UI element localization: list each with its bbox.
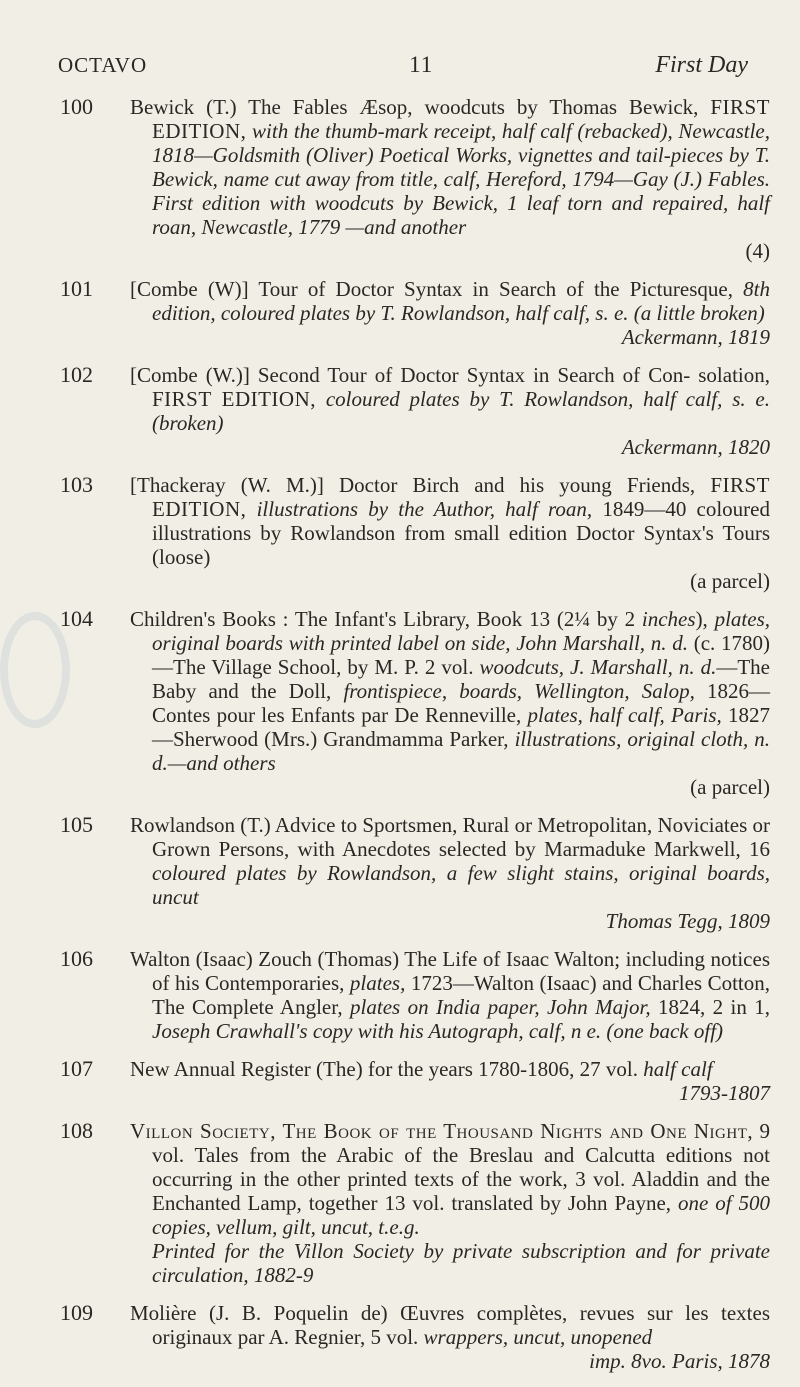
lot-imprint	[130, 775, 770, 799]
lot-text	[130, 277, 770, 325]
lot-imprint	[130, 909, 770, 933]
lot-imprint	[130, 1239, 770, 1287]
lot-entry	[60, 1057, 770, 1105]
lot-text-segment: wrappers, uncut, unopened	[423, 1325, 653, 1349]
lot-text	[130, 95, 770, 239]
lot-number: 109	[60, 1300, 93, 1325]
lot-text-segment: 1723—Walton (Isaac) and Charles Cotton, The Complete Angler,	[152, 971, 770, 1019]
lot-text-segment: vignettes and tail-pieces by T. Bewick, name cut away from title, calf,	[152, 143, 770, 191]
lot-text-segment: half calf	[643, 1057, 713, 1081]
page-number: 11	[409, 52, 434, 77]
lot-entry	[60, 473, 770, 593]
lot-count: Printed for the Villon Society by private subscription and for private circulation, 1882-9	[152, 1239, 770, 1287]
lot-entry	[60, 1119, 770, 1287]
lot-text-segment: FIRST EDITION,	[152, 387, 317, 411]
lot-text-segment: [Combe (W)] Tour of Doctor Syntax in Search of the Picturesque,	[130, 277, 744, 301]
lot-text-segment: coloured plates by T. Rowlandson, half calf, s. e. (broken)	[152, 387, 771, 435]
lot-text-segment: (c. 1780)—The Village School, by M. P. 2 vol.	[152, 631, 770, 679]
lot-text-segment: 1824, 2 in 1,	[650, 995, 770, 1019]
lot-imprint	[130, 1081, 770, 1105]
lot-text-segment: [Combe (W.)] Second Tour of Doctor Syntax in Search of Con- solation,	[130, 363, 770, 387]
format-label: OCTAVO	[58, 53, 148, 77]
lot-text-segment: 1827—Sherwood (Mrs.) Grandmamma Parker,	[152, 703, 771, 751]
lot-text-segment: New Annual Register (The) for the years 1780-1806, 27 vol.	[130, 1057, 644, 1081]
lot-count: Ackermann, 1820	[621, 435, 770, 459]
lot-text-segment: ),	[695, 607, 715, 631]
lot-list	[60, 95, 770, 1387]
lot-number: 107	[60, 1056, 93, 1081]
lot-text	[130, 813, 770, 909]
lot-text-segment: Molière (J. B. Poquelin de) Œuvres complètes, revues sur les textes originaux par A. Regnier, 5 vol.	[130, 1301, 770, 1349]
lot-text-segment: plates, half calf, Paris,	[527, 703, 722, 727]
lot-description	[130, 473, 770, 593]
lot-text-segment: plates, original boards with printed label on side, John Marshall, n. d.	[152, 607, 770, 655]
lot-text-segment: Bewick (T.) The Fables Æsop, woodcuts by Thomas Bewick,	[130, 95, 711, 119]
lot-entry	[60, 813, 770, 933]
lot-description	[130, 813, 770, 933]
lot-text-segment: one of 500 copies, vellum, gilt, uncut, t.e.g.	[152, 1191, 770, 1239]
lot-text	[130, 363, 770, 435]
lot-text-segment: 1849—40 coloured illustrations by Rowlandson from small edition Doctor Syntax's Tours (loose)	[152, 497, 770, 569]
lot-text-segment: Children's Books : The Infant's Library, Book 13 (2¼ by 2	[130, 607, 642, 631]
sale-day: First Day	[655, 52, 748, 78]
lot-entry	[60, 277, 770, 349]
lot-count: (a parcel)	[690, 775, 770, 799]
lot-text	[130, 1301, 770, 1349]
lot-number: 100	[60, 94, 93, 119]
lot-text-segment: 9 vol. Tales from the Arabic of the Breslau and Calcutta editions not occurring in the other printed texts of the work, 3 vol. Aladdin and the Enchanted Lamp, together 13 vol. translated by John Payne,	[152, 1119, 770, 1215]
lot-imprint	[130, 569, 770, 593]
lot-count: Ackermann, 1819	[621, 325, 770, 349]
lot-text-segment: with the thumb-mark receipt, half calf (rebacked),	[246, 119, 673, 143]
lot-imprint	[130, 239, 770, 263]
lot-description	[130, 1301, 770, 1373]
lot-text-segment: frontispiece, boards, Wellington, Salop,	[343, 679, 695, 703]
lot-imprint	[130, 1349, 770, 1373]
lot-text	[130, 947, 770, 1043]
lot-imprint	[130, 435, 770, 459]
lot-text-segment: plates,	[349, 971, 406, 995]
lot-description	[130, 1057, 770, 1105]
lot-count: imp. 8vo. Paris, 1878	[589, 1349, 770, 1373]
lot-text-segment: illustrations by the Author, half roan,	[246, 497, 593, 521]
lot-number: 104	[60, 606, 93, 631]
lot-text-segment: illustrations, original cloth, n. d.—and others	[152, 727, 770, 775]
lot-text-segment: Walton (Isaac) Zouch (Thomas) The Life of Isaac Walton; including notices of his Contemporaries,	[130, 947, 770, 995]
lot-number: 102	[60, 362, 93, 387]
lot-text-segment: Rowlandson (T.) Advice to Sportsmen, Rural or Metropolitan, Noviciates or Grown Persons, with Anecdotes selected by Marmaduke Markwell, 16	[130, 813, 770, 861]
lot-entry	[60, 947, 770, 1043]
lot-number: 103	[60, 472, 93, 497]
lot-entry	[60, 1301, 770, 1373]
lot-text-segment: Newcastle, 1818—Goldsmith (Oliver) Poetical Works,	[152, 119, 770, 167]
lot-text-segment: Joseph Crawhall's copy with his Autograph, calf, n e. (one back off)	[152, 1019, 724, 1043]
lot-description	[130, 277, 770, 349]
lot-text-segment: FIRST EDITION,	[152, 95, 770, 143]
lot-text	[130, 1119, 770, 1239]
lot-text-segment: plates on India paper, John Major,	[350, 995, 651, 1019]
lot-text-segment: —The Baby and the Doll,	[152, 655, 770, 703]
lot-text-segment: FIRST EDITION,	[152, 473, 770, 521]
lot-text-segment: woodcuts, J. Marshall, n. d.	[479, 655, 717, 679]
lot-number: 106	[60, 946, 93, 971]
lot-count: Thomas Tegg, 1809	[605, 909, 770, 933]
lot-description	[130, 95, 770, 263]
lot-text-segment: [Thackeray (W. M.)] Doctor Birch and his young Friends,	[130, 473, 711, 497]
lot-text	[130, 473, 770, 569]
lot-text-segment: Villon Society, The Book of the Thousand Nights and One Night,	[130, 1119, 754, 1143]
lot-text-segment: 1826—Contes pour les Enfants par De Renneville,	[152, 679, 770, 727]
lot-description	[130, 1119, 770, 1287]
lot-text-segment: 8th edition, coloured plates by T. Rowlandson, half calf, s. e. (a little broken)	[152, 277, 770, 325]
lot-description	[130, 947, 770, 1043]
lot-text-segment: Hereford, 1794—Gay (J.) Fables.	[480, 167, 770, 191]
lot-entry	[60, 95, 770, 263]
lot-imprint	[130, 325, 770, 349]
lot-text	[130, 1057, 770, 1081]
lot-entry	[60, 607, 770, 799]
lot-text-segment: inches	[641, 607, 696, 631]
lot-text	[130, 607, 770, 775]
lot-text-segment: coloured plates by Rowlandson, a few slight stains, original boards, uncut	[152, 861, 770, 909]
lot-entry	[60, 363, 770, 459]
lot-count: 1793-1807	[679, 1081, 770, 1105]
lot-number: 105	[60, 812, 93, 837]
lot-number: 101	[60, 276, 93, 301]
lot-count: (a parcel)	[690, 569, 770, 593]
lot-description	[130, 607, 770, 799]
lot-count: (4)	[745, 239, 770, 263]
lot-text-segment: First edition with woodcuts by Bewick, 1 leaf torn and repaired, half roan, Newcastle, 1779 —and another	[152, 191, 770, 239]
lot-number: 108	[60, 1118, 93, 1143]
lot-description	[130, 363, 770, 459]
page-header	[58, 52, 748, 79]
